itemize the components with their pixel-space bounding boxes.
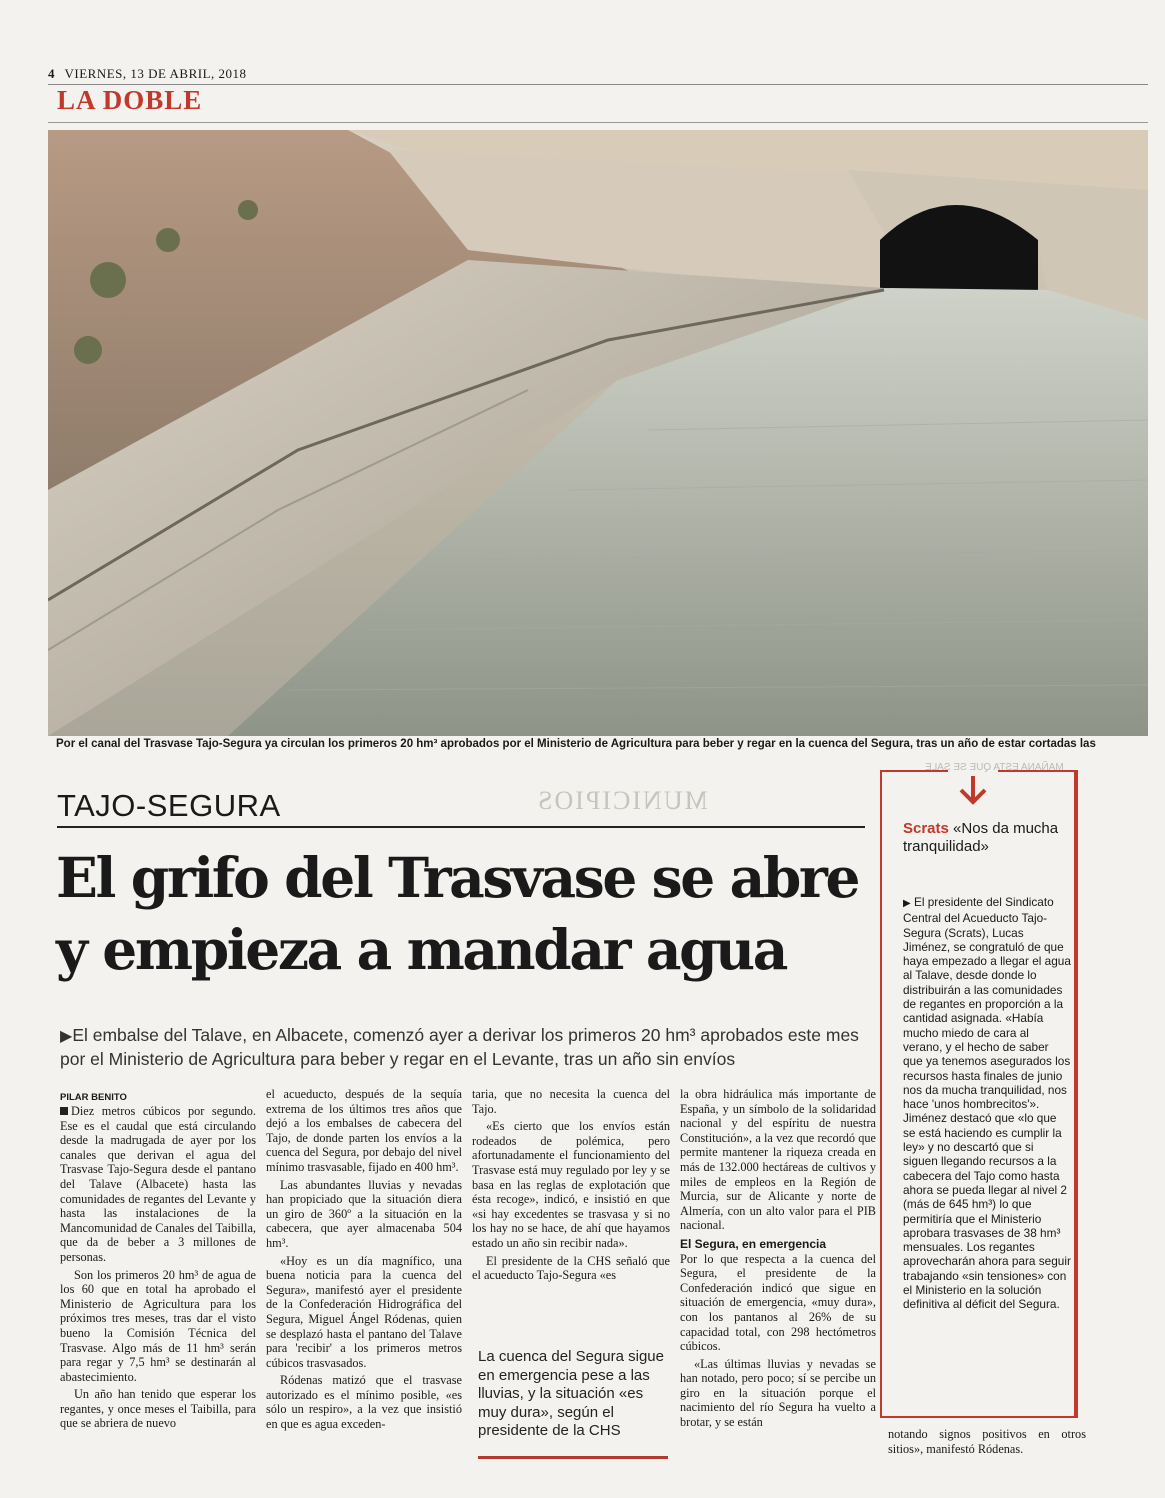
article-column-4 — [680, 1087, 876, 1433]
page-date: VIERNES, 13 DE ABRIL, 2018 — [64, 66, 247, 81]
kicker-divider — [57, 826, 865, 828]
paragraph: Por lo que respecta a la cuenca del Segura, el presidente de la Confederación indicó que sigue en situación de emergencia, «muy dura», con los pantanos al 26% de su capacidad total, con 298 hectómetros cúbicos. — [680, 1251, 876, 1354]
paragraph: Diez metros cúbicos por segundo. Ese es el caudal que está circulando desde la madrugada de ayer por los canales que derivan el agua del Trasvase Tajo-Segura desde el pantano del Talave (Albacete) hasta las comunidades de regantes del Levante y hasta las instalaciones de la Mancomunidad de Canales del Taibilla, que da de beber a 3 millones de personas. — [60, 1104, 256, 1264]
paragraph: notando signos positivos en otros sitios», manifestó Ródenas. — [888, 1427, 1086, 1456]
paragraph: Las abundantes lluvias y nevadas han propiciado que la situación diera un giro de 360º a la situación en la cabecera, que ayer almacenaba 504 hm³. — [266, 1177, 462, 1250]
bleed-through-small: MAÑANA ESTA QUE SE SALE — [925, 762, 1064, 773]
headline-line-1: El grifo del Trasvase se abre — [56, 845, 859, 910]
section-title: LA DOBLE — [57, 85, 203, 115]
sidebar-marker-icon: ▶ — [903, 898, 911, 909]
paragraph: Un año han tenido que esperar los regantes, y once meses el Taibilla, para que se abriera de nuevo — [60, 1387, 256, 1431]
canal-photo — [48, 130, 1148, 736]
pullquote: La cuenca del Segura sigue en emergencia pese a las lluvias, y la situación «es muy dura», según el presidente de la CHS — [478, 1348, 664, 1440]
paragraph: Son los primeros 20 hm³ de agua de los 60 que en total ha aprobado el Ministerio de Agricultura para los próximos tres meses, tras dar el visto bueno la Comisión Técnica del Trasvase. Algo más de 11 hm³ serán para regar y 7,5 hm³ se destinarán al abastecimiento. — [60, 1267, 256, 1384]
article-column-3 — [472, 1087, 670, 1286]
paragraph: el acueducto, después de la sequía extrema de los últimos tres años que dejó a los embalses de cabecera del Tajo, de donde parten los envíos a la cuenca del Segura, por debajo del nivel mínimo trasvasable, fijado en 400 hm³. — [266, 1087, 462, 1174]
lead-square-icon — [60, 1107, 68, 1115]
paragraph: «Es cierto que los envíos están rodeados de polémica, pero afortunadamente el funcionamiento del Trasvase está muy regulado por ley y se basa en las reglas de explotación que ésta recoge», indicó, e insistió en que «si hay excedentes se trasvasa y si no los hay no se hace, de ahí que hayamos estado un año sin recibir nada». — [472, 1119, 670, 1250]
section-divider — [48, 122, 1148, 123]
sidebar-arrow — [948, 770, 998, 810]
down-arrow-icon — [948, 770, 998, 810]
subsection-heading: El Segura, en emergencia — [680, 1236, 827, 1251]
page-folio — [48, 66, 1148, 85]
canal-illustration — [48, 130, 1148, 736]
paragraph: taria, que no necesita la cuenca del Tajo. — [472, 1087, 670, 1116]
article-column-2 — [266, 1087, 462, 1435]
subhead-arrow-icon: ▶ — [60, 1028, 73, 1045]
article-subhead — [60, 1024, 880, 1071]
sidebar-name: Scrats — [903, 820, 949, 837]
paragraph: «Las últimas lluvias y nevadas se han notado, pero poco; sí se percibe un giro en la situación porque el nacimiento del río Segura ha vuelto a brotar, y se están — [680, 1356, 876, 1430]
bleed-through-text: MUNICIPIOS — [536, 786, 708, 815]
page-number: 4 — [48, 66, 55, 81]
pullquote-rule — [478, 1456, 668, 1459]
sidebar-title — [903, 820, 1073, 856]
paragraph: la obra hidráulica más importante de España, y un símbolo de la solidaridad nacional y del espíritu de nuestra Constitución», a la vez que recordó que permite mantener la riqueza creada en más de 132.000 hectáreas de cultivos y miles de empleos en la Región de Murcia, sur de Alicante y norte de Almería, con un alto valor para el PIB nacional. — [680, 1087, 876, 1233]
sidebar-body — [903, 895, 1071, 1312]
article-headline — [56, 842, 876, 986]
sidebar-quote: «Nos da mucha tranquilidad» — [903, 820, 1059, 855]
sidebar-text: El presidente del Sindicato Central del Acueducto Tajo-Segura (Scrats), Lucas Jiménez, se congratuló de que haya empezado a llegar el agua al Talave, desde donde lo distribuirán a las comunidades de regantes en proporción a la cantidad asignada. «Había mucho miedo de cara al verano, y el hecho de saber que ya tenemos asegurados los recursos hasta finales de junio nos da mucha tranquilidad, nos hace 'unos hombrecitos'». Jiménez destacó que «lo que se está haciendo es cumplir la ley» y no descartó que si siguen llegando recursos a la cabecera del Tajo como hasta ahora se pueda llegar al nivel 2 (más de 645 hm³) lo que permitiría que el Ministerio aprobara trasvases de 38 hm³ mensuales. Los regantes aprovecharán ahora para seguir trabajando «sin tensiones» con el Ministerio en la solución definitiva al déficit del Segura. — [903, 895, 1071, 1312]
subhead-text: El embalse del Talave, en Albacete, comenzó ayer a derivar los primeros 20 hm³ aprobados este mes por el Ministerio de Agricultura para beber y regar en el Levante, tras un año sin envíos — [60, 1025, 859, 1069]
paragraph: El presidente de la CHS señaló que el acueducto Tajo-Segura «es — [472, 1253, 670, 1283]
paragraph: Ródenas matizó que el trasvase autorizado es el mínimo posible, «es sólo un respiro», a la vez que insistió en que es agua exceden- — [266, 1373, 462, 1432]
paragraph: «Hoy es un día magnífico, una buena noticia para la cuenca del Segura», manifestó ayer el presidente de la Confederación Hidrográfica del Segura, Miguel Ángel Ródenas, quien se desplazó hasta el pantano del Talave para 'recibir' a los primeros metros cúbicos trasvasados. — [266, 1253, 462, 1370]
article-byline: PILAR BENITO — [60, 1092, 127, 1103]
article-kicker: TAJO-SEGURA — [57, 788, 281, 823]
article-column-1 — [60, 1104, 256, 1434]
headline-line-2: y empieza a mandar agua — [56, 917, 787, 982]
photo-caption: Por el canal del Trasvase Tajo-Segura ya circulan los primeros 20 hm³ aprobados por el Ministerio de Agricultura para beber y regar en la cuenca del Segura, tras un año de estar cortadas las — [56, 738, 1096, 750]
article-column-5 — [888, 1427, 1086, 1459]
